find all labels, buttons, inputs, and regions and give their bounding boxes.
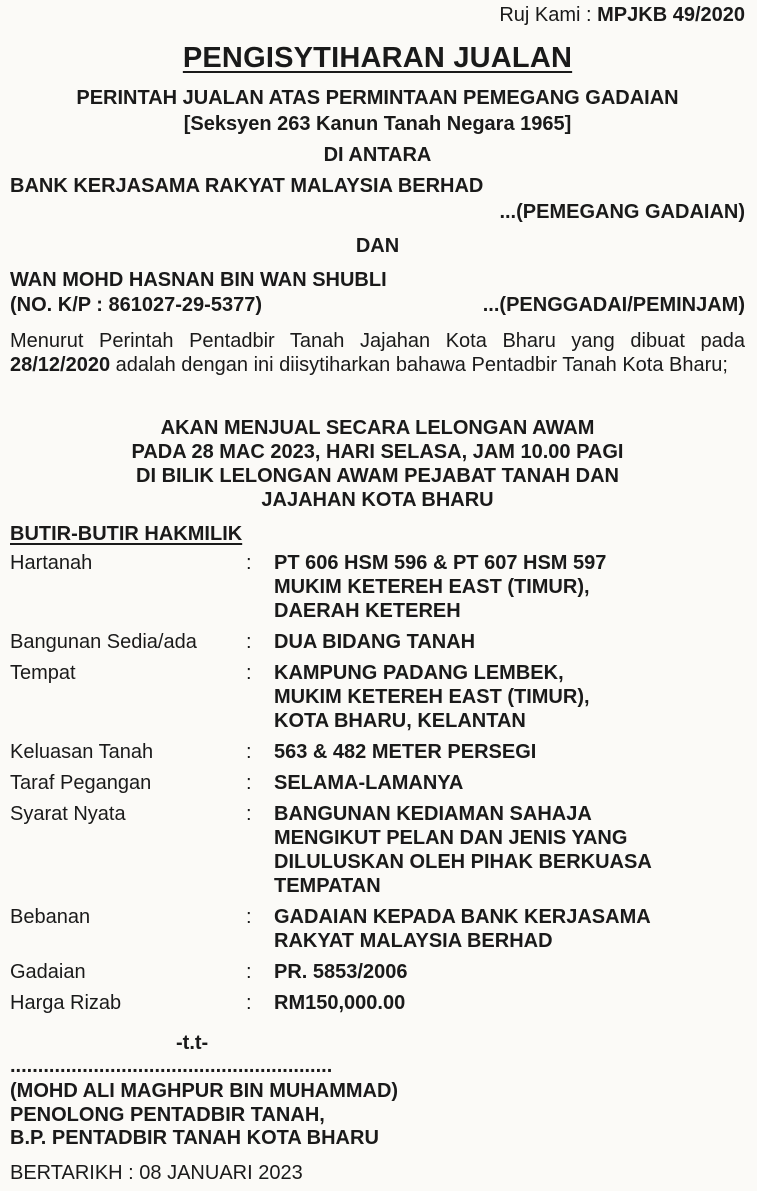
details-colon: :: [246, 772, 252, 794]
signatory-title-2: B.P. PENTADBIR TANAH KOTA BHARU: [10, 1127, 379, 1149]
details-value-line: MUKIM KETEREH EAST (TIMUR),: [274, 576, 590, 598]
details-label: Taraf Pegangan: [10, 772, 152, 794]
details-value-line: 563 & 482 METER PERSEGI: [274, 741, 537, 763]
details-value-line: DILULUSKAN OLEH PIHAK BERKUASA: [274, 851, 652, 873]
auction-line-1: AKAN MENJUAL SECARA LELONGAN AWAM: [160, 417, 595, 439]
intro-text-2: adalah dengan ini diisytiharkan bahawa Pentadbir Tanah Kota Bharu;: [110, 353, 728, 376]
details-value-line: MENGIKUT PELAN DAN JENIS YANG: [274, 827, 628, 849]
details-value-line: BANGUNAN KEDIAMAN SAHAJA: [274, 803, 592, 825]
details-colon: :: [246, 961, 252, 983]
chargor-name: WAN MOHD HASNAN BIN WAN SHUBLI: [10, 269, 387, 291]
chargee-role: ...(PEMEGANG GADAIAN): [499, 201, 745, 223]
details-value: [274, 802, 745, 905]
details-label: Gadaian: [10, 961, 86, 983]
auction-line-4: JAJAHAN KOTA BHARU: [261, 489, 494, 511]
dated-line: BERTARIKH : 08 JANUARI 2023: [10, 1162, 303, 1184]
details-row: [10, 630, 745, 661]
details-colon: :: [246, 662, 252, 684]
details-value: [274, 960, 745, 991]
details-label: Syarat Nyata: [10, 803, 126, 825]
details-label: Bangunan Sedia/ada: [10, 631, 197, 653]
intro-text-1: Menurut Perintah Pentadbir Tanah Jajahan Kota Bharu yang dibuat pada: [10, 330, 745, 352]
and-label: DAN: [355, 235, 400, 257]
title-details-table: [10, 551, 745, 1022]
details-row: [10, 551, 745, 630]
details-row: [10, 661, 745, 740]
details-value: [274, 771, 745, 802]
chargor-role: ...(PENGGADAI/PEMINJAM): [482, 294, 745, 316]
reference-number: [499, 4, 745, 27]
details-value-line: DAERAH KETEREH: [274, 600, 461, 622]
subtitle-section: [Seksyen 263 Kanun Tanah Negara 1965]: [183, 113, 572, 135]
details-row: [10, 960, 745, 991]
signature-line: ..........................................................: [10, 1055, 333, 1077]
details-value: [274, 661, 745, 740]
details-value-line: PT 606 HSM 596 & PT 607 HSM 597: [274, 552, 607, 574]
details-value: [274, 905, 745, 960]
reference-value: MPJKB 49/2020: [597, 4, 745, 26]
details-row: [10, 771, 745, 802]
subtitle-order: PERINTAH JUALAN ATAS PERMINTAAN PEMEGANG GADAIAN: [76, 87, 679, 109]
details-value-line: RAKYAT MALAYSIA BERHAD: [274, 930, 553, 952]
details-value-line: DUA BIDANG TANAH: [274, 631, 476, 653]
details-value-line: MUKIM KETEREH EAST (TIMUR),: [274, 686, 590, 708]
details-label: Tempat: [10, 662, 76, 684]
details-row: [10, 991, 745, 1022]
details-colon: :: [246, 906, 252, 928]
section-title: BUTIR-BUTIR HAKMILIK: [10, 523, 243, 545]
details-value-line: TEMPATAN: [274, 875, 381, 897]
details-label: Keluasan Tanah: [10, 741, 154, 763]
details-value: [274, 740, 745, 771]
between-label: DI ANTARA: [323, 144, 432, 166]
signed-mark: -t.t-: [176, 1032, 209, 1054]
details-colon: :: [246, 741, 252, 763]
chargee-name: BANK KERJASAMA RAKYAT MALAYSIA BERHAD: [10, 175, 484, 197]
chargor-ic: (NO. K/P : 861027-29-5377): [10, 294, 262, 316]
details-colon: :: [246, 631, 252, 653]
reference-label: Ruj Kami :: [499, 4, 592, 26]
details-value: [274, 630, 745, 661]
details-value: [274, 991, 745, 1022]
intro-date: 28/12/2020: [10, 353, 111, 376]
auction-line-3: DI BILIK LELONGAN AWAM PEJABAT TANAH DAN: [136, 465, 619, 487]
details-value: [274, 551, 745, 630]
details-label: Hartanah: [10, 552, 93, 574]
page-title: PENGISYTIHARAN JUALAN: [182, 42, 573, 74]
details-value-line: GADAIAN KEPADA BANK KERJASAMA: [274, 906, 651, 928]
details-value-line: RM150,000.00: [274, 992, 406, 1014]
details-row: [10, 905, 745, 960]
details-colon: :: [246, 992, 252, 1014]
signatory-title-1: PENOLONG PENTADBIR TANAH,: [10, 1103, 325, 1126]
details-value-line: KAMPUNG PADANG LEMBEK,: [274, 662, 564, 684]
auction-line-2: PADA 28 MAC 2023, HARI SELASA, JAM 10.00 PAGI: [131, 441, 624, 463]
details-colon: :: [246, 803, 252, 825]
details-label: Bebanan: [10, 906, 91, 928]
signatory-name: (MOHD ALI MAGHPUR BIN MUHAMMAD): [10, 1080, 399, 1102]
details-row: [10, 802, 745, 905]
details-label: Harga Rizab: [10, 992, 122, 1014]
intro-paragraph: [10, 330, 745, 377]
details-row: [10, 740, 745, 771]
details-colon: :: [246, 552, 252, 574]
details-value-line: PR. 5853/2006: [274, 961, 408, 983]
details-value-line: SELAMA-LAMANYA: [274, 772, 464, 794]
signatory-block: [10, 1080, 398, 1151]
details-value-line: KOTA BHARU, KELANTAN: [274, 710, 526, 732]
auction-announcement: [10, 416, 745, 512]
